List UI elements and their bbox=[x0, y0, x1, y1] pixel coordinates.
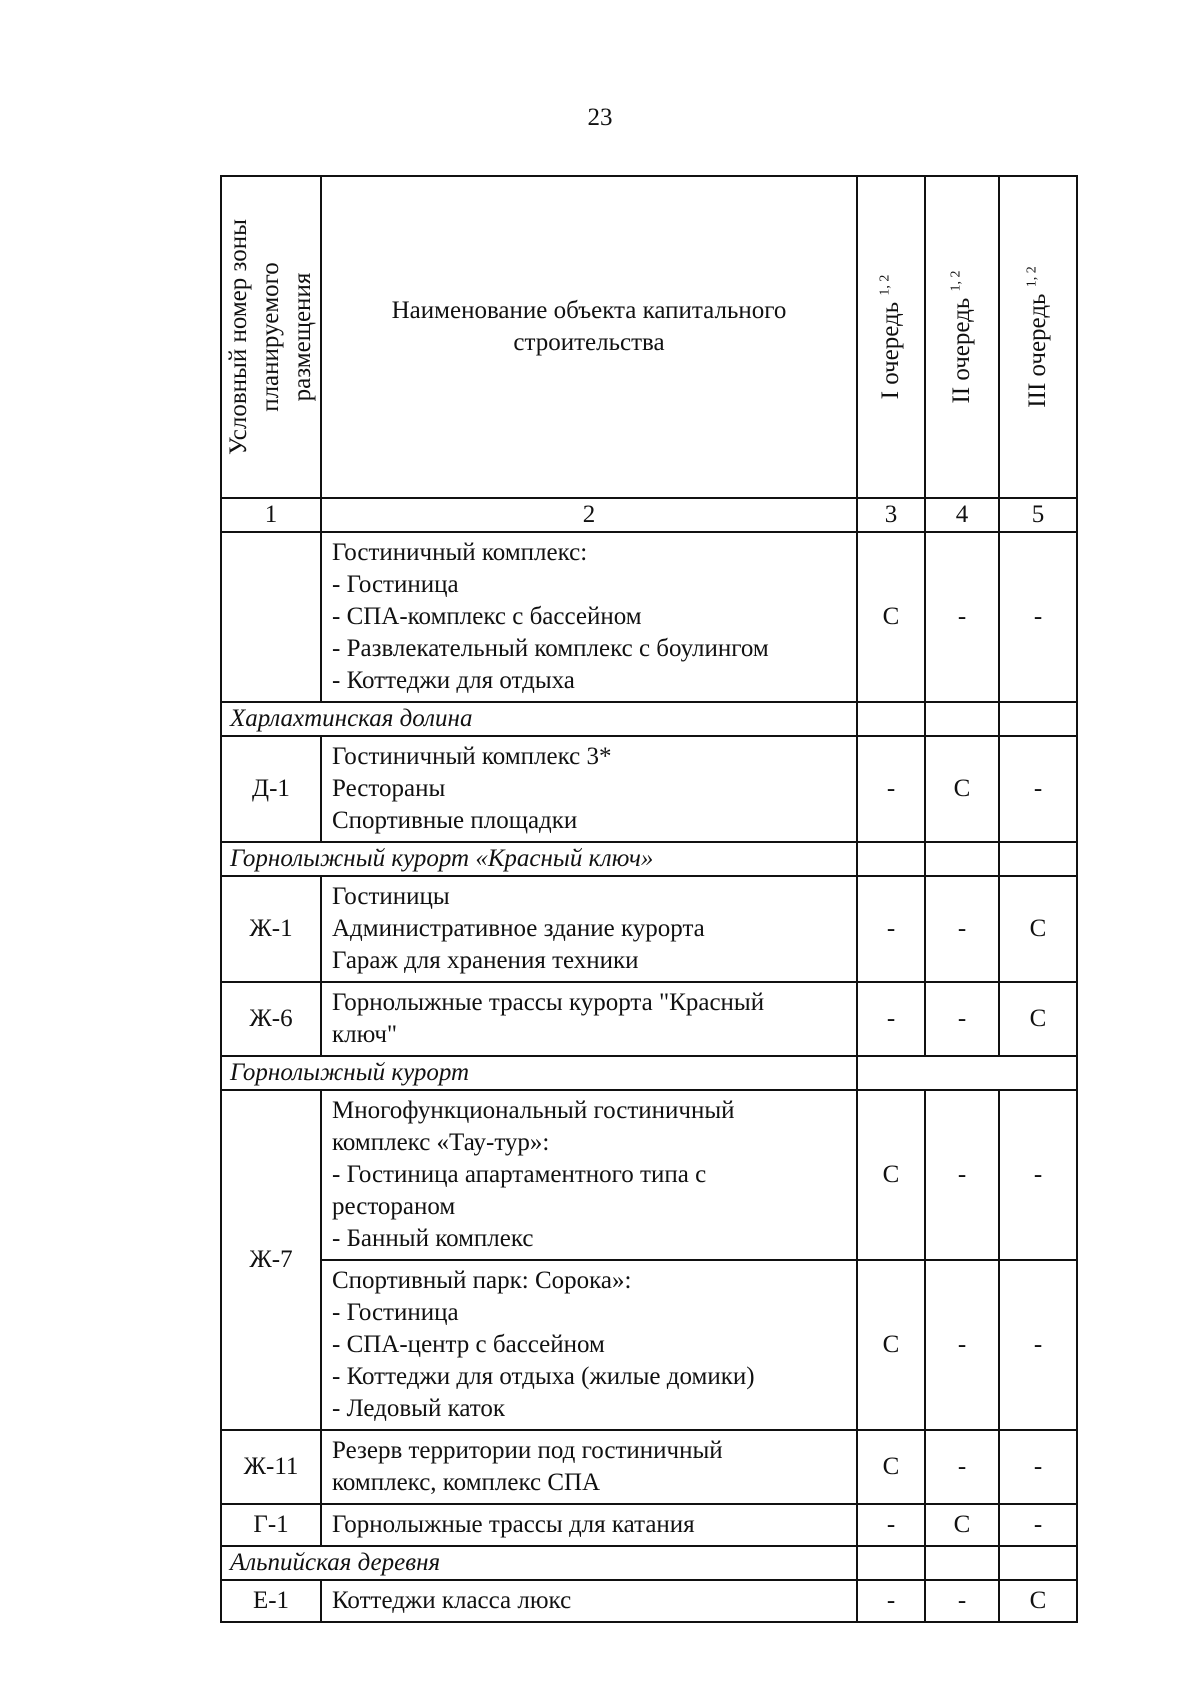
stage-2-mark: - bbox=[925, 982, 999, 1056]
object-name: Спортивный парк: Сорока»: - Гостиница - СПА-центр с бассейном - Коттеджи для отдыха (жилые домики) - Ледовый каток bbox=[321, 1260, 857, 1430]
table-row bbox=[221, 736, 1077, 842]
zone-number: Ж-6 bbox=[221, 982, 321, 1056]
table-row bbox=[221, 1260, 1077, 1430]
object-name: Гостиничный комплекс: - Гостиница - СПА-комплекс с бассейном - Развлекательный комплекс с боулингом - Коттеджи для отдыха bbox=[321, 532, 857, 702]
table-row bbox=[221, 1504, 1077, 1546]
object-name: Горнолыжные трассы для катания bbox=[321, 1504, 857, 1546]
stage-3-mark: - bbox=[999, 1090, 1077, 1260]
column-number: 2 bbox=[321, 498, 857, 532]
stage-2-mark: - bbox=[925, 1580, 999, 1622]
zone-number: Г-1 bbox=[221, 1504, 321, 1546]
stage-3-mark: - bbox=[999, 1504, 1077, 1546]
stage-1-mark: С bbox=[857, 1090, 925, 1260]
construction-objects-table bbox=[220, 175, 1078, 1623]
object-name: Гостиницы Административное здание курорта Гараж для хранения техники bbox=[321, 876, 857, 982]
zone-number bbox=[221, 532, 321, 702]
table-row bbox=[221, 532, 1077, 702]
stage-1-mark: - bbox=[857, 982, 925, 1056]
object-name: Коттеджи класса люкс bbox=[321, 1580, 857, 1622]
stage-2-mark: - bbox=[925, 1430, 999, 1504]
section-title: Харлахтинская долина bbox=[221, 702, 857, 736]
header-stage-1: I очередь $^{1, 2}$ bbox=[857, 176, 925, 498]
stage-1-mark: - bbox=[857, 876, 925, 982]
table-row bbox=[221, 1430, 1077, 1504]
stage-2-mark: - bbox=[925, 532, 999, 702]
table-row bbox=[221, 1090, 1077, 1260]
column-number: 4 bbox=[925, 498, 999, 532]
stage-2-mark: С bbox=[925, 1504, 999, 1546]
page-number: 23 bbox=[587, 104, 613, 131]
column-number: 5 bbox=[999, 498, 1077, 532]
stage-3-mark: - bbox=[999, 1260, 1077, 1430]
section-row bbox=[221, 842, 1077, 876]
header-stage-3: III очередь $^{1, 2}$ bbox=[999, 176, 1077, 498]
header-object-name: Наименование объекта капитального строительства bbox=[321, 176, 857, 498]
object-name: Горнолыжные трассы курорта "Красный ключ" bbox=[321, 982, 857, 1056]
stage-2-mark: - bbox=[925, 1260, 999, 1430]
section-row bbox=[221, 1546, 1077, 1580]
object-name: Гостиничный комплекс 3* Рестораны Спортивные площадки bbox=[321, 736, 857, 842]
stage-1-mark: - bbox=[857, 736, 925, 842]
column-number: 3 bbox=[857, 498, 925, 532]
stage-3-mark: С bbox=[999, 876, 1077, 982]
table-row bbox=[221, 876, 1077, 982]
section-title: Горнолыжный курорт bbox=[221, 1056, 857, 1090]
stage-1-mark: С bbox=[857, 1260, 925, 1430]
stage-3-mark: С bbox=[999, 982, 1077, 1056]
stage-1-mark: С bbox=[857, 1430, 925, 1504]
stage-3-mark: - bbox=[999, 532, 1077, 702]
column-number: 1 bbox=[221, 498, 321, 532]
zone-number: Ж-7 bbox=[221, 1090, 321, 1430]
zone-number: Ж-11 bbox=[221, 1430, 321, 1504]
zone-number: Е-1 bbox=[221, 1580, 321, 1622]
header-row bbox=[221, 176, 1077, 498]
stage-3-mark: - bbox=[999, 736, 1077, 842]
table-row bbox=[221, 1580, 1077, 1622]
stage-3-mark: - bbox=[999, 1430, 1077, 1504]
stage-1-mark: С bbox=[857, 532, 925, 702]
object-name: Резерв территории под гостиничный комплекс, комплекс СПА bbox=[321, 1430, 857, 1504]
header-stage-2: II очередь $^{1, 2}$ bbox=[925, 176, 999, 498]
header-zone-number: Условный номер зоны планируемого размещения bbox=[221, 176, 321, 498]
stage-2-mark: - bbox=[925, 876, 999, 982]
zone-number: Ж-1 bbox=[221, 876, 321, 982]
object-name: Многофункциональный гостиничный комплекс «Тау-тур»: - Гостиница апартаментного типа с рестораном - Банный комплекс bbox=[321, 1090, 857, 1260]
stage-2-mark: - bbox=[925, 1090, 999, 1260]
stage-1-mark: - bbox=[857, 1580, 925, 1622]
section-row bbox=[221, 702, 1077, 736]
stage-3-mark: С bbox=[999, 1580, 1077, 1622]
column-number-row bbox=[221, 498, 1077, 532]
section-row bbox=[221, 1056, 1077, 1090]
zone-number: Д-1 bbox=[221, 736, 321, 842]
section-title: Горнолыжный курорт «Красный ключ» bbox=[221, 842, 857, 876]
section-title: Альпийская деревня bbox=[221, 1546, 857, 1580]
stage-1-mark: - bbox=[857, 1504, 925, 1546]
table-row bbox=[221, 982, 1077, 1056]
stage-2-mark: С bbox=[925, 736, 999, 842]
